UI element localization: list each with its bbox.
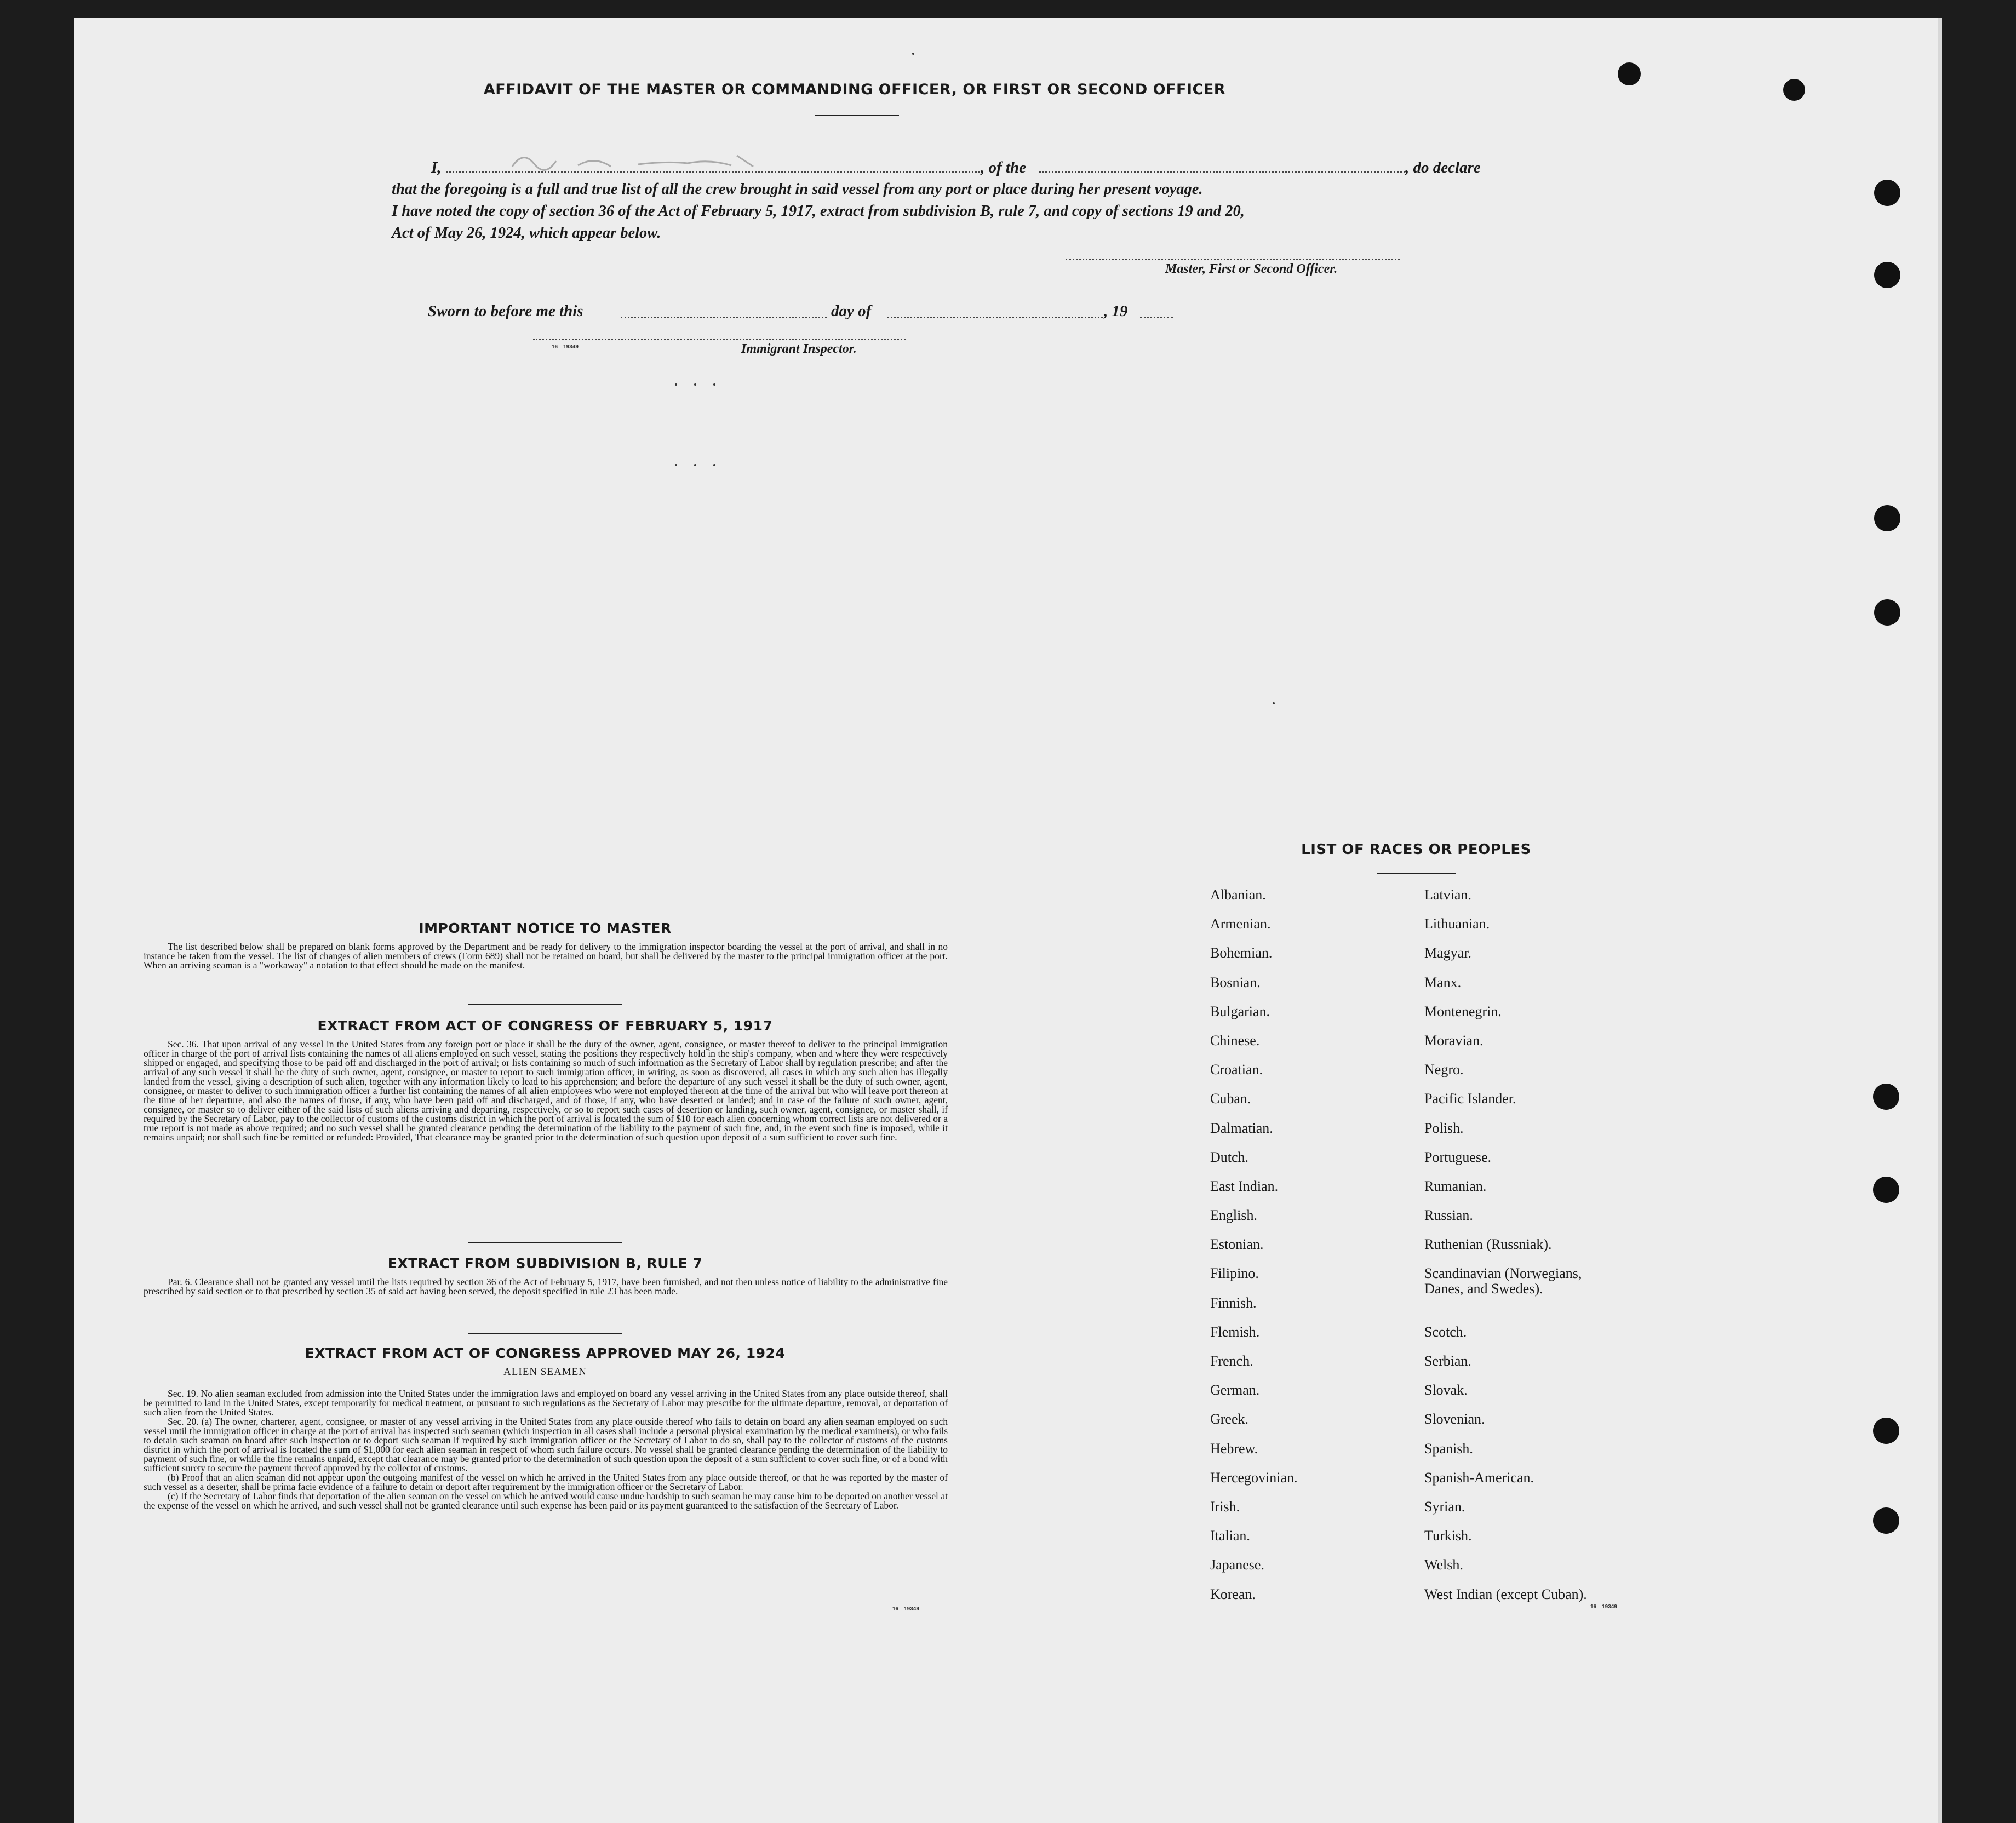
race-item: Moravian. [1424, 1032, 1484, 1048]
punch-hole [1873, 1507, 1899, 1534]
race-item: German. [1210, 1382, 1260, 1398]
sworn-day-field[interactable] [621, 317, 827, 318]
punch-hole [1874, 505, 1900, 531]
master-signature-field[interactable] [1066, 259, 1400, 260]
race-item: Irish. [1210, 1498, 1240, 1515]
race-item: Welsh. [1424, 1557, 1463, 1573]
notice-text [144, 942, 948, 970]
race-item: Bosnian. [1210, 974, 1261, 990]
punch-hole [1874, 262, 1900, 288]
of-the-label: , of the [981, 159, 1026, 176]
race-item: Montenegrin. [1424, 1003, 1502, 1019]
race-item: Japanese. [1210, 1557, 1264, 1573]
do-declare-label: , do declare [1405, 159, 1481, 176]
year-label: , 19 [1104, 302, 1128, 320]
signature-caption: Master, First or Second Officer. [1165, 262, 1338, 276]
speck [1273, 702, 1275, 704]
race-item: Portuguese. [1424, 1149, 1492, 1165]
document-page [74, 18, 1942, 1823]
day-of-label: day of [831, 302, 872, 320]
races-left-column [1210, 887, 1407, 1616]
race-item: Latvian. [1424, 887, 1471, 903]
race-item: Slovenian. [1424, 1411, 1485, 1428]
race-item: Serbian. [1424, 1353, 1471, 1369]
race-item: Hercegovinian. [1210, 1469, 1298, 1486]
race-item: Italian. [1210, 1528, 1250, 1544]
race-item: Cuban. [1210, 1091, 1251, 1107]
divider [468, 1004, 622, 1005]
sec20b-paragraph: (b) Proof that an alien seaman did not appear upon the outgoing manifest of the vessel on which he arrived in the United States from any place outside thereof, or that he was reported by the master of such vessel as a deserter, shall be prima facie evidence of a failure to detain or deport after requirement by the immigration officer or the Secretary of Labor. [144, 1472, 948, 1492]
speck [713, 383, 715, 386]
speck [713, 464, 715, 466]
races-right-column [1424, 887, 1731, 1616]
sec20c-paragraph: (c) If the Secretary of Labor finds that deportation of the alien seaman on the vessel on which he arrived would cause undue hardship to such seaman he may cause him to be deported on another vessel at the expense of the vessel on which he arrived, and such vessel shall not be granted clearance until such expense has been paid or its payment guaranteed to the satisfaction of the Secretary of Labor. [144, 1490, 948, 1511]
affidavit-line2: that the foregoing is a full and true list of all the crew brought in said vessel from any port or place during her present voyage. [392, 181, 1203, 198]
race-item: Lithuanian. [1424, 916, 1490, 932]
affidavit-line3: I have noted the copy of section 36 of the Act of February 5, 1917, extract from subdivision B, rule 7, and copy of sections 19 and 20, [392, 203, 1245, 220]
subdivision-title: EXTRACT FROM SUBDIVISION B, RULE 7 [387, 1256, 703, 1271]
affidavit-i-label: I, [431, 159, 442, 176]
inspector-caption: Immigrant Inspector. [741, 342, 857, 356]
race-item: Flemish. [1210, 1323, 1260, 1340]
punch-hole [1873, 1084, 1899, 1110]
race-item: Manx. [1424, 974, 1462, 990]
par6-paragraph: Par. 6. Clearance shall not be granted any vessel until the lists required by section 36 of the Act of February 5, 1917, have been furnished, and not then unless notice of liability to the administrative fine prescribed by said section or to that prescribed by section 35 of said act having been served, the deposit specified in rule 23 has been made. [144, 1276, 948, 1297]
race-item: English. [1210, 1207, 1257, 1224]
punch-hole [1873, 1418, 1899, 1444]
race-item: Estonian. [1210, 1236, 1264, 1253]
speck [675, 464, 677, 466]
race-item: West Indian (except Cuban). [1424, 1586, 1587, 1602]
race-item: Albanian. [1210, 887, 1266, 903]
race-item: Slovak. [1424, 1382, 1468, 1398]
form-number: 16—19349 [892, 1606, 919, 1612]
race-item: Croatian. [1210, 1062, 1263, 1078]
divider [468, 1333, 622, 1334]
punch-hole [1783, 79, 1805, 101]
subdivision-text [144, 1277, 948, 1296]
punch-hole [1618, 62, 1641, 85]
speck [912, 53, 914, 55]
sec19-paragraph: Sec. 19. No alien seaman excluded from admission into the United States under the immigration laws and employed on board any vessel arriving in the United States from any place outside thereof, shall be permitted to land in the United States, except temporarily for medical treatment, or pursuant to such regulations as the Secretary of Labor may prescribe for the ultimate departure, removal, or deportation of such alien from the United States. [144, 1388, 948, 1418]
speck [694, 383, 696, 386]
race-item: Korean. [1210, 1586, 1256, 1602]
race-item: French. [1210, 1353, 1253, 1369]
race-item: Syrian. [1424, 1498, 1465, 1515]
form-number: 16—19349 [552, 344, 579, 350]
sworn-label: Sworn to before me this [428, 302, 583, 320]
race-item: Polish. [1424, 1120, 1464, 1136]
race-item: Scandinavian (Norwegians, Danes, and Swedes). [1424, 1265, 1582, 1297]
title-underline [815, 115, 899, 116]
sworn-year-field[interactable] [1140, 317, 1173, 318]
speck [694, 464, 696, 466]
sec20a-paragraph: Sec. 20. (a) The owner, charterer, agent, consignee, or master of any vessel arriving in the United States from any place outside thereof who fails to detain on board any alien seaman employed on such vessel until the immigration officer in charge at the port of arrival has inspected such seaman (which inspection in all cases shall include a personal physical examination by the medical examiners), or who fails to detain such seaman on board after such inspection or to deport such seaman if required by such immigration officer or the Secretary of Labor to do so, shall pay to the collector of customs of the customs district in which the port of arrival is located the sum of $1,000 for each alien seaman in respect of whom such failure occurs. No vessel shall be granted clearance pending the determination of the liability to payment of such fine, or while the fine remains unpaid, except that clearance may be granted prior to the determination of such question upon the deposit of a sum sufficient to cover such fine, or of a bond with sufficient surety to secure the payment thereof approved by the collector of customs. [144, 1416, 948, 1474]
race-item: East Indian. [1210, 1178, 1279, 1194]
race-item: Spanish-American. [1424, 1469, 1534, 1486]
punch-hole [1874, 599, 1900, 626]
race-item [1424, 1295, 1731, 1325]
race-item: Dutch. [1210, 1149, 1249, 1165]
race-item: Chinese. [1210, 1032, 1260, 1048]
sec36-paragraph: Sec. 36. That upon arrival of any vessel in the United States from any foreign port or place it shall be the duty of the owner, agent, consignee, or master thereof to deliver to the principal immigration officer in charge of the port of arrival lists containing the names of all aliens employed on such vessel, stating the positions they respectively hold in the ship's company, when and where they were respectively shipped or engaged, and specifying those to be paid off and discharged in the port of arrival; or lists containing so much of such information as the Secretary of Labor shall by regulation prescribe; and after the arrival of any such vessel it shall be the duty of such owner, agent, consignee, or master to report to such immigration officer, in writing, as soon as discovered, all cases in which any such alien has illegally landed from the vessel, giving a description of such alien, together with any information likely to lead to his apprehension; and before the departure of any such vessel it shall be the duty of such owner, agent, consignee, or master to deliver to such immigration officer a further list containing the names of all alien employees who were not employed thereon at the time of the arrival but who will leave port thereon at the time of her departure, and also the names of those, if any, who have been paid off and discharged, and of those, if any, who have deserted or landed; and in case of the failure of such owner, agent, consignee, or master so to deliver either of the said lists of such aliens arriving and departing, respectively, or so to report such cases of desertion or landing, such owner, agent, consignee, or master shall, if required by the Secretary of Labor, pay to the collector of customs of the customs district in which the port of arrival is located the sum of $10 for each alien concerning whom correct lists are not delivered or a true report is not made as above required; and no such vessel shall be granted clearance pending the determination of the liability to the payment of such fine, and, in the event such fine is imposed, while it remains unpaid; nor shall such fine be remitted or refunded: Provided, That clearance may be granted prior to the determination of such question upon deposit of a sum sufficient to cover such fine. [144, 1039, 948, 1143]
race-item: Russian. [1424, 1207, 1473, 1224]
page-edge [1938, 18, 1942, 1823]
notice-title: IMPORTANT NOTICE TO MASTER [419, 920, 672, 936]
race-item: Rumanian. [1424, 1178, 1487, 1194]
race-item: Filipino. [1210, 1265, 1259, 1282]
race-item: Spanish. [1424, 1440, 1473, 1457]
extract1924-title: EXTRACT FROM ACT OF CONGRESS APPROVED MAY 26, 1924 [305, 1345, 786, 1361]
race-item: Greek. [1210, 1411, 1249, 1428]
race-item: Armenian. [1210, 916, 1271, 932]
handwritten-signature [501, 145, 808, 177]
extract1924-text [144, 1389, 948, 1510]
race-item: Bohemian. [1210, 945, 1273, 961]
extract1917-title: EXTRACT FROM ACT OF CONGRESS OF FEBRUARY 5, 1917 [317, 1018, 773, 1034]
race-item: Bulgarian. [1210, 1003, 1270, 1019]
notice-paragraph: The list described below shall be prepared on blank forms approved by the Department and be ready for delivery to the immigration inspector boarding the vessel at the port of arrival, and shall in no instance be taken from the vessel. The list of changes of alien members of crews (Form 689) shall not be retained on board, but shall be delivered by the master to the principal immigration officer at the port. When an arriving seaman is a "workaway" a notation to that effect should be made on the manifest. [144, 941, 948, 971]
vessel-field[interactable] [1039, 171, 1405, 173]
punch-hole [1873, 1177, 1899, 1203]
race-item: Ruthenian (Russniak). [1424, 1236, 1552, 1253]
race-item: Dalmatian. [1210, 1120, 1273, 1136]
punch-hole [1874, 180, 1900, 206]
race-item: Hebrew. [1210, 1440, 1258, 1457]
extract1924-subtitle: ALIEN SEAMEN [503, 1366, 587, 1378]
race-item: Scotch. [1424, 1323, 1467, 1340]
races-underline [1377, 873, 1456, 874]
inspector-signature-field[interactable] [533, 339, 906, 340]
extract1917-text [144, 1040, 948, 1142]
races-title: LIST OF RACES OR PEOPLES [1301, 841, 1531, 858]
affidavit-line4: Act of May 26, 1924, which appear below. [392, 225, 661, 242]
speck [675, 383, 677, 386]
divider [468, 1242, 622, 1243]
form-number: 16—19349 [1590, 1604, 1617, 1610]
race-item: Turkish. [1424, 1528, 1472, 1544]
race-item: Pacific Islander. [1424, 1091, 1516, 1107]
sworn-month-field[interactable] [887, 317, 1106, 318]
affidavit-title: AFFIDAVIT OF THE MASTER OR COMMANDING OFFICER, OR FIRST OR SECOND OFFICER [483, 81, 1226, 98]
race-item: Magyar. [1424, 945, 1471, 961]
race-item: Finnish. [1210, 1294, 1257, 1311]
race-item: Negro. [1424, 1062, 1464, 1078]
